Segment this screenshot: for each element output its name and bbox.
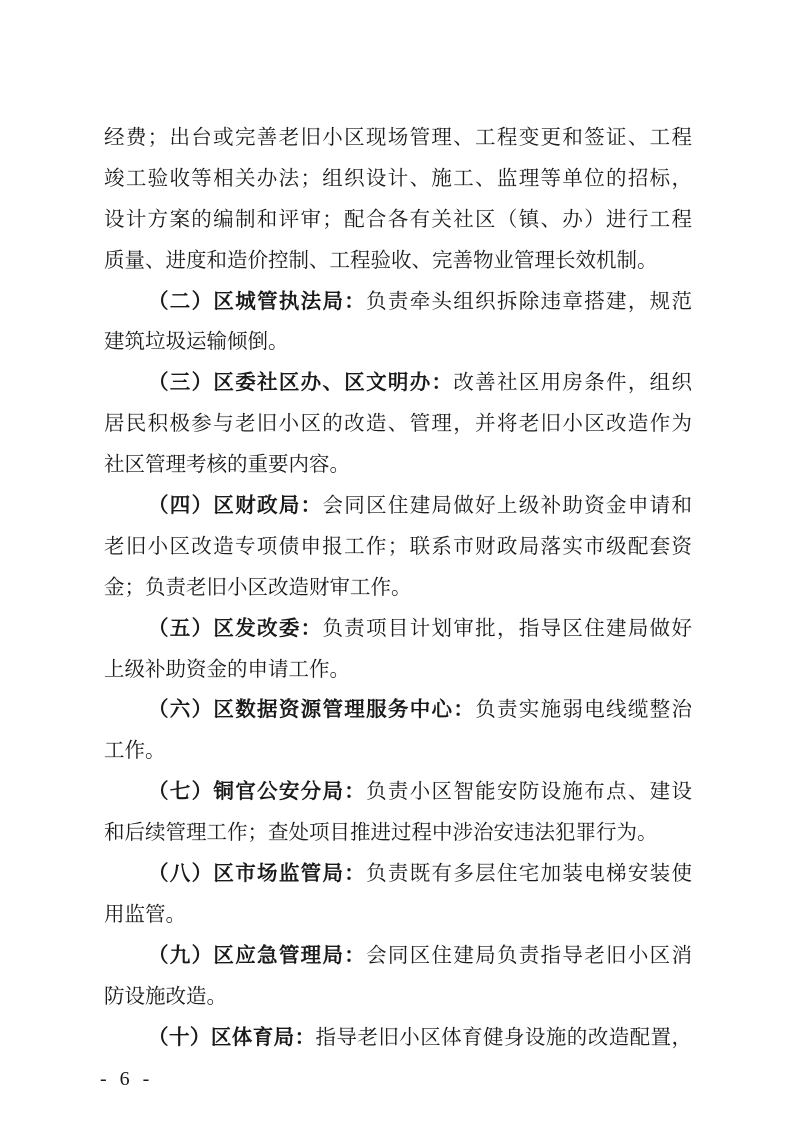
text-line <box>104 853 692 894</box>
text-line <box>104 403 692 444</box>
body-text: 会同区住建局负责指导老旧小区消 <box>366 942 692 967</box>
text-line <box>104 158 692 199</box>
text-line <box>104 117 692 158</box>
text-line <box>104 1017 692 1058</box>
body-text: 会同区住建局做好上级补助资金申请和 <box>322 493 692 518</box>
section-heading: （十）区体育局： <box>148 1024 316 1049</box>
body-text: 改善社区用房条件，组织 <box>453 370 692 395</box>
body-text: 社区管理考核的重要内容。 <box>104 452 350 477</box>
body-text: 负责项目计划审批，指导区住建局做好 <box>322 615 692 640</box>
section-heading: （七）铜官公安分局： <box>148 779 367 804</box>
body-text: 居民积极参与老旧小区的改造、管理，并将老旧小区改造作为 <box>104 411 692 436</box>
text-line <box>104 567 692 608</box>
section-heading: （六）区数据资源管理服务中心： <box>148 697 476 722</box>
body-text: 负责牵头组织拆除违章搭建，规范 <box>366 288 692 313</box>
section-heading: （三）区委社区办、区文明办： <box>148 370 454 395</box>
section-heading: （二）区城管执法局： <box>148 288 367 313</box>
text-line <box>104 812 692 853</box>
text-line <box>104 281 692 322</box>
text-line <box>104 485 692 526</box>
section-heading: （八）区市场监管局： <box>148 861 367 886</box>
text-line <box>104 689 692 730</box>
document-body <box>104 117 692 1057</box>
page-number: - 6 - <box>100 1068 154 1090</box>
body-text: 经费；出台或完善老旧小区现场管理、工程变更和签证、工程 <box>104 125 692 149</box>
body-text: 用监管。 <box>104 901 186 926</box>
body-text: 设计方案的编制和评审；配合各有关社区（镇、办）进行工程 <box>104 206 692 231</box>
text-line <box>104 894 692 935</box>
text-line <box>104 240 692 281</box>
body-text: 建筑垃圾运输倾倒。 <box>104 329 289 354</box>
body-text: 质量、进度和造价控制、工程验收、完善物业管理长效机制。 <box>104 247 658 272</box>
body-text: 老旧小区改造专项债申报工作；联系市财政局落实市级配套资 <box>104 533 692 558</box>
body-text: 指导老旧小区体育健身设施的改造配置， <box>315 1024 693 1049</box>
text-line <box>104 321 692 362</box>
text-line <box>104 608 692 649</box>
section-heading: （四）区财政局： <box>148 493 323 518</box>
body-text: 上级补助资金的申请工作。 <box>104 656 350 681</box>
text-line <box>104 771 692 812</box>
body-text: 工作。 <box>104 738 166 763</box>
section-heading: （九）区应急管理局： <box>148 942 367 967</box>
body-text: 负责既有多层住宅加装电梯安装使 <box>366 861 692 886</box>
body-text: 防设施改造。 <box>104 983 227 1008</box>
text-line <box>104 935 692 976</box>
text-line <box>104 526 692 567</box>
body-text: 负责小区智能安防设施布点、建设 <box>366 779 692 804</box>
text-line <box>104 730 692 771</box>
text-line <box>104 362 692 403</box>
text-line <box>104 976 692 1017</box>
text-line <box>104 199 692 240</box>
body-text: 和后续管理工作；查处项目推进过程中涉治安违法犯罪行为。 <box>104 820 658 845</box>
body-text: 金；负责老旧小区改造财审工作。 <box>104 574 412 599</box>
section-heading: （五）区发改委： <box>148 615 323 640</box>
body-text: 竣工验收等相关办法；组织设计、施工、监理等单位的招标， <box>104 165 692 190</box>
body-text: 负责实施弱电线缆整治 <box>475 697 692 722</box>
text-line <box>104 649 692 690</box>
text-line <box>104 444 692 485</box>
